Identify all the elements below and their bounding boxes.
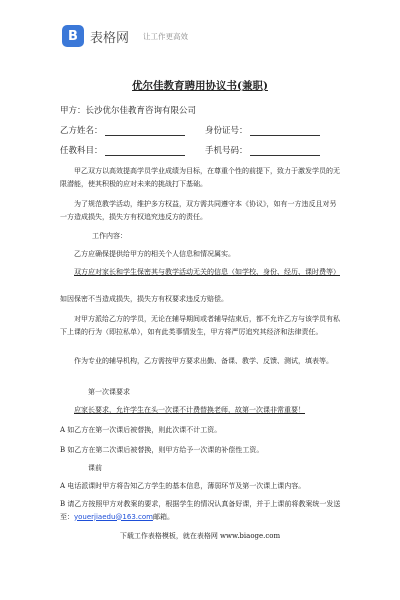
paragraph-before-b [60, 498, 342, 523]
field-phone [205, 144, 320, 156]
paragraph-confidential: 双方应对家长和学生保密其与教学活动无关的信息（如学校、身份、经历、课时费等） [74, 268, 340, 276]
paragraph-duties: 作为专业的辅导机构，乙方需按甲方要求出勤、备课、教学、反馈、测试，填表等。 [74, 357, 333, 365]
subject-label: 任教科目： [60, 146, 103, 156]
field-row-1 [60, 124, 185, 136]
field-row-2 [60, 144, 185, 156]
work-heading: 工作内容： [92, 232, 127, 240]
paragraph-before-b-suffix: 邮箱。 [152, 512, 174, 521]
logo-tagline: 让工作更高效 [143, 31, 189, 41]
paragraph-info-true: 乙方应确保提供给甲方的相关个人信息和情况属实。 [74, 250, 235, 258]
paragraph-rules: 为了规范教学活动，维护多方权益，双方需共同遵守本《协议》，如有一方违反且对另一方造成损失，损失方有权追究违反方的责任。 [60, 200, 337, 221]
document-title: 优尔佳教育聘用协议书(兼职) [132, 80, 268, 92]
first-lesson-heading: 第一次课要求 [88, 388, 130, 396]
id-field[interactable] [250, 126, 320, 136]
subject-field[interactable] [105, 146, 185, 156]
phone-field[interactable] [250, 146, 320, 156]
logo-name: 表格网 [90, 30, 130, 46]
footer: 下载工作表格模板，就在表格网 www.biaoge.com [119, 532, 281, 540]
logo-mark-icon: B [62, 25, 84, 47]
phone-label: 手机号码： [205, 146, 248, 156]
before-class-heading: 课前 [88, 464, 102, 472]
party-b-label: 乙方姓名： [60, 126, 103, 136]
paragraph-compensation: 如因保密不当造成损失，损失方有权要求违反方赔偿。 [60, 295, 228, 303]
paragraph-no-private: 对甲方派给乙方的学员，无论在辅导期间或者辅导结束后，都不允许乙方与该学员有私下上课的行为（即拉私单），如有此类事情发生，甲方将严厉追究其经济和法律责任。 [60, 315, 340, 336]
paragraph-replace-b: B 如乙方在第二次课后被替换，则甲方给予一次课的补偿性工资。 [60, 446, 264, 454]
paragraph-before-a: A 电话派课时甲方将告知乙方学生的基本信息，薄弱环节及第一次课上课内容。 [60, 482, 306, 490]
paragraph-first-lesson: 应家长要求，允许学生在头一次课不计费替换老师，故第一次课非常重要！ [74, 406, 305, 414]
paragraph-before-b-text: B 请乙方按照甲方对教案的要求，根据学生的情况认真备好课，并于上课前将教案统一发送至： [60, 500, 341, 521]
party-b-field[interactable] [105, 126, 185, 136]
email-link[interactable]: youerjiaedu@163.com [74, 512, 153, 521]
id-label: 身份证号： [205, 126, 248, 136]
field-id [205, 124, 320, 136]
paragraph-intro: 甲乙双方以高效提高学员学业成绩为目标，在尊重个性的前提下，致力于激发学员的无限潜能，使其积极的应对未来的挑战打下基础。 [60, 167, 340, 188]
paragraph-replace-a: A 如乙方在第一次课后被替换，则此次课不计工资。 [60, 426, 222, 434]
logo [62, 22, 188, 50]
party-a: 甲方：长沙优尔佳教育咨询有限公司 [60, 106, 197, 116]
